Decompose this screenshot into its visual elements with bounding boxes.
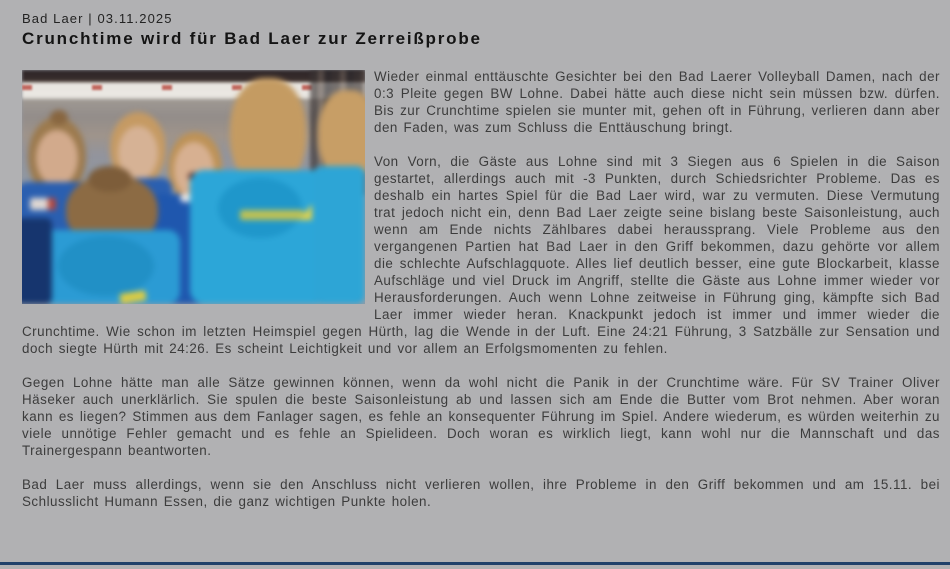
player-foreground-curls (88, 166, 132, 192)
paragraph-4: Bad Laer muss allerdings, wenn sie den Anschluss nicht verlieren wollen, ihre Probleme in den Griff bekommen und am 15.11. bei Schlusslicht Humann Essen, die ganz wichtigen Punkte holen. (22, 477, 940, 509)
bottom-divider (0, 562, 950, 565)
player-left-face (36, 130, 78, 186)
player-right-hoodie (314, 166, 365, 304)
player-navy-jersey (22, 218, 52, 304)
paragraph-1: Wieder einmal enttäuschte Gesichter bei den Bad Laerer Volleyball Damen, nach der 0:3 Pleite gegen BW Lohne. Dabei hätte auch diese nicht sein müssen bzw. dürfen. Bis zur Crunchtime spielen sie munter mit, gehen oft in Führung, verlieren dann aber den Faden, was zum Schluss die Enttäuschung bringt. (374, 69, 940, 135)
paragraph-3: Gegen Lohne hätte man alle Sätze gewinnen können, wenn da wohl nicht die Panik in der Crunchtime wäre. Für SV Trainer Oliver Häseker auch unerklärlich. Sie spulen die beste Saisonleistung ab und lassen sich am Ende die Butter vom Brot nehmen. Aber woran kann es liegen? Stimmen aus dem Fanlager sagen, es fehle an konsequenter Führung im Spiel. Andere wiederum, es würden weiterhin zu viele unnötige Fehler gemacht und es fehle an Spielideen. Doch woran es wirklich liegt, kann wohl nur die Mannschaft und das Trainergespann beantworten. (22, 375, 940, 458)
player-left-bun (50, 110, 68, 125)
paragraph-2: Von Vorn, die Gäste aus Lohne sind mit 3 Siegen aus 6 Spielen in die Saison gestartet, allerdings auch mit -3 Punkten, durch Schiedsrichter Probleme. Das es deshalb ein hartes Spiel für die Bad Laer wird, war zu vermuten. Diese Vermutung trat jedoch nicht ein, denn Bad Laer zeigte seine bislang beste Saisonleistung, auch wenn am Ende nichts Zählbares dabei heraussprang. Viele Probleme aus den vergangenen Partien hat Bad Laer in den Griff bekommen, dazu gehörte vor allem die schlechte Aufschlagquote. Alles lief deutlich besser, eine gute Blockarbeit, klasse Aufschläge und viel Druck im Angriff, stellte die Gäste aus Lohne immer wieder vor Herausforderungen. Auch wenn Lohne zeitweise in Führung ging, kämpfte sich Bad Laer immer wieder heran. Knackpunkt jedoch ist immer und immer wieder die Crunchtime. Wie schon im letzten Heimspiel gegen Hürth, lag die Wende in der Luft. Eine 24:21 Führung, 3 Satzbälle zur Sensation und doch siegte Hürth mit 24:26. Es scheint Leichtigkeit und vor allem an Erfolgsmomenten zu fehlen. (22, 154, 940, 356)
headline: Crunchtime wird für Bad Laer zur Zerreißprobe (22, 29, 482, 48)
player-foreground-hood (58, 236, 154, 296)
player-back-hood (218, 178, 302, 238)
dateline: Bad Laer | 03.11.2025 (22, 11, 173, 26)
article-body (22, 68, 940, 510)
photo-players (22, 70, 365, 304)
team-photo (22, 70, 365, 304)
player-back-logo (240, 210, 304, 220)
player-left-sponsor-patch (30, 198, 56, 210)
